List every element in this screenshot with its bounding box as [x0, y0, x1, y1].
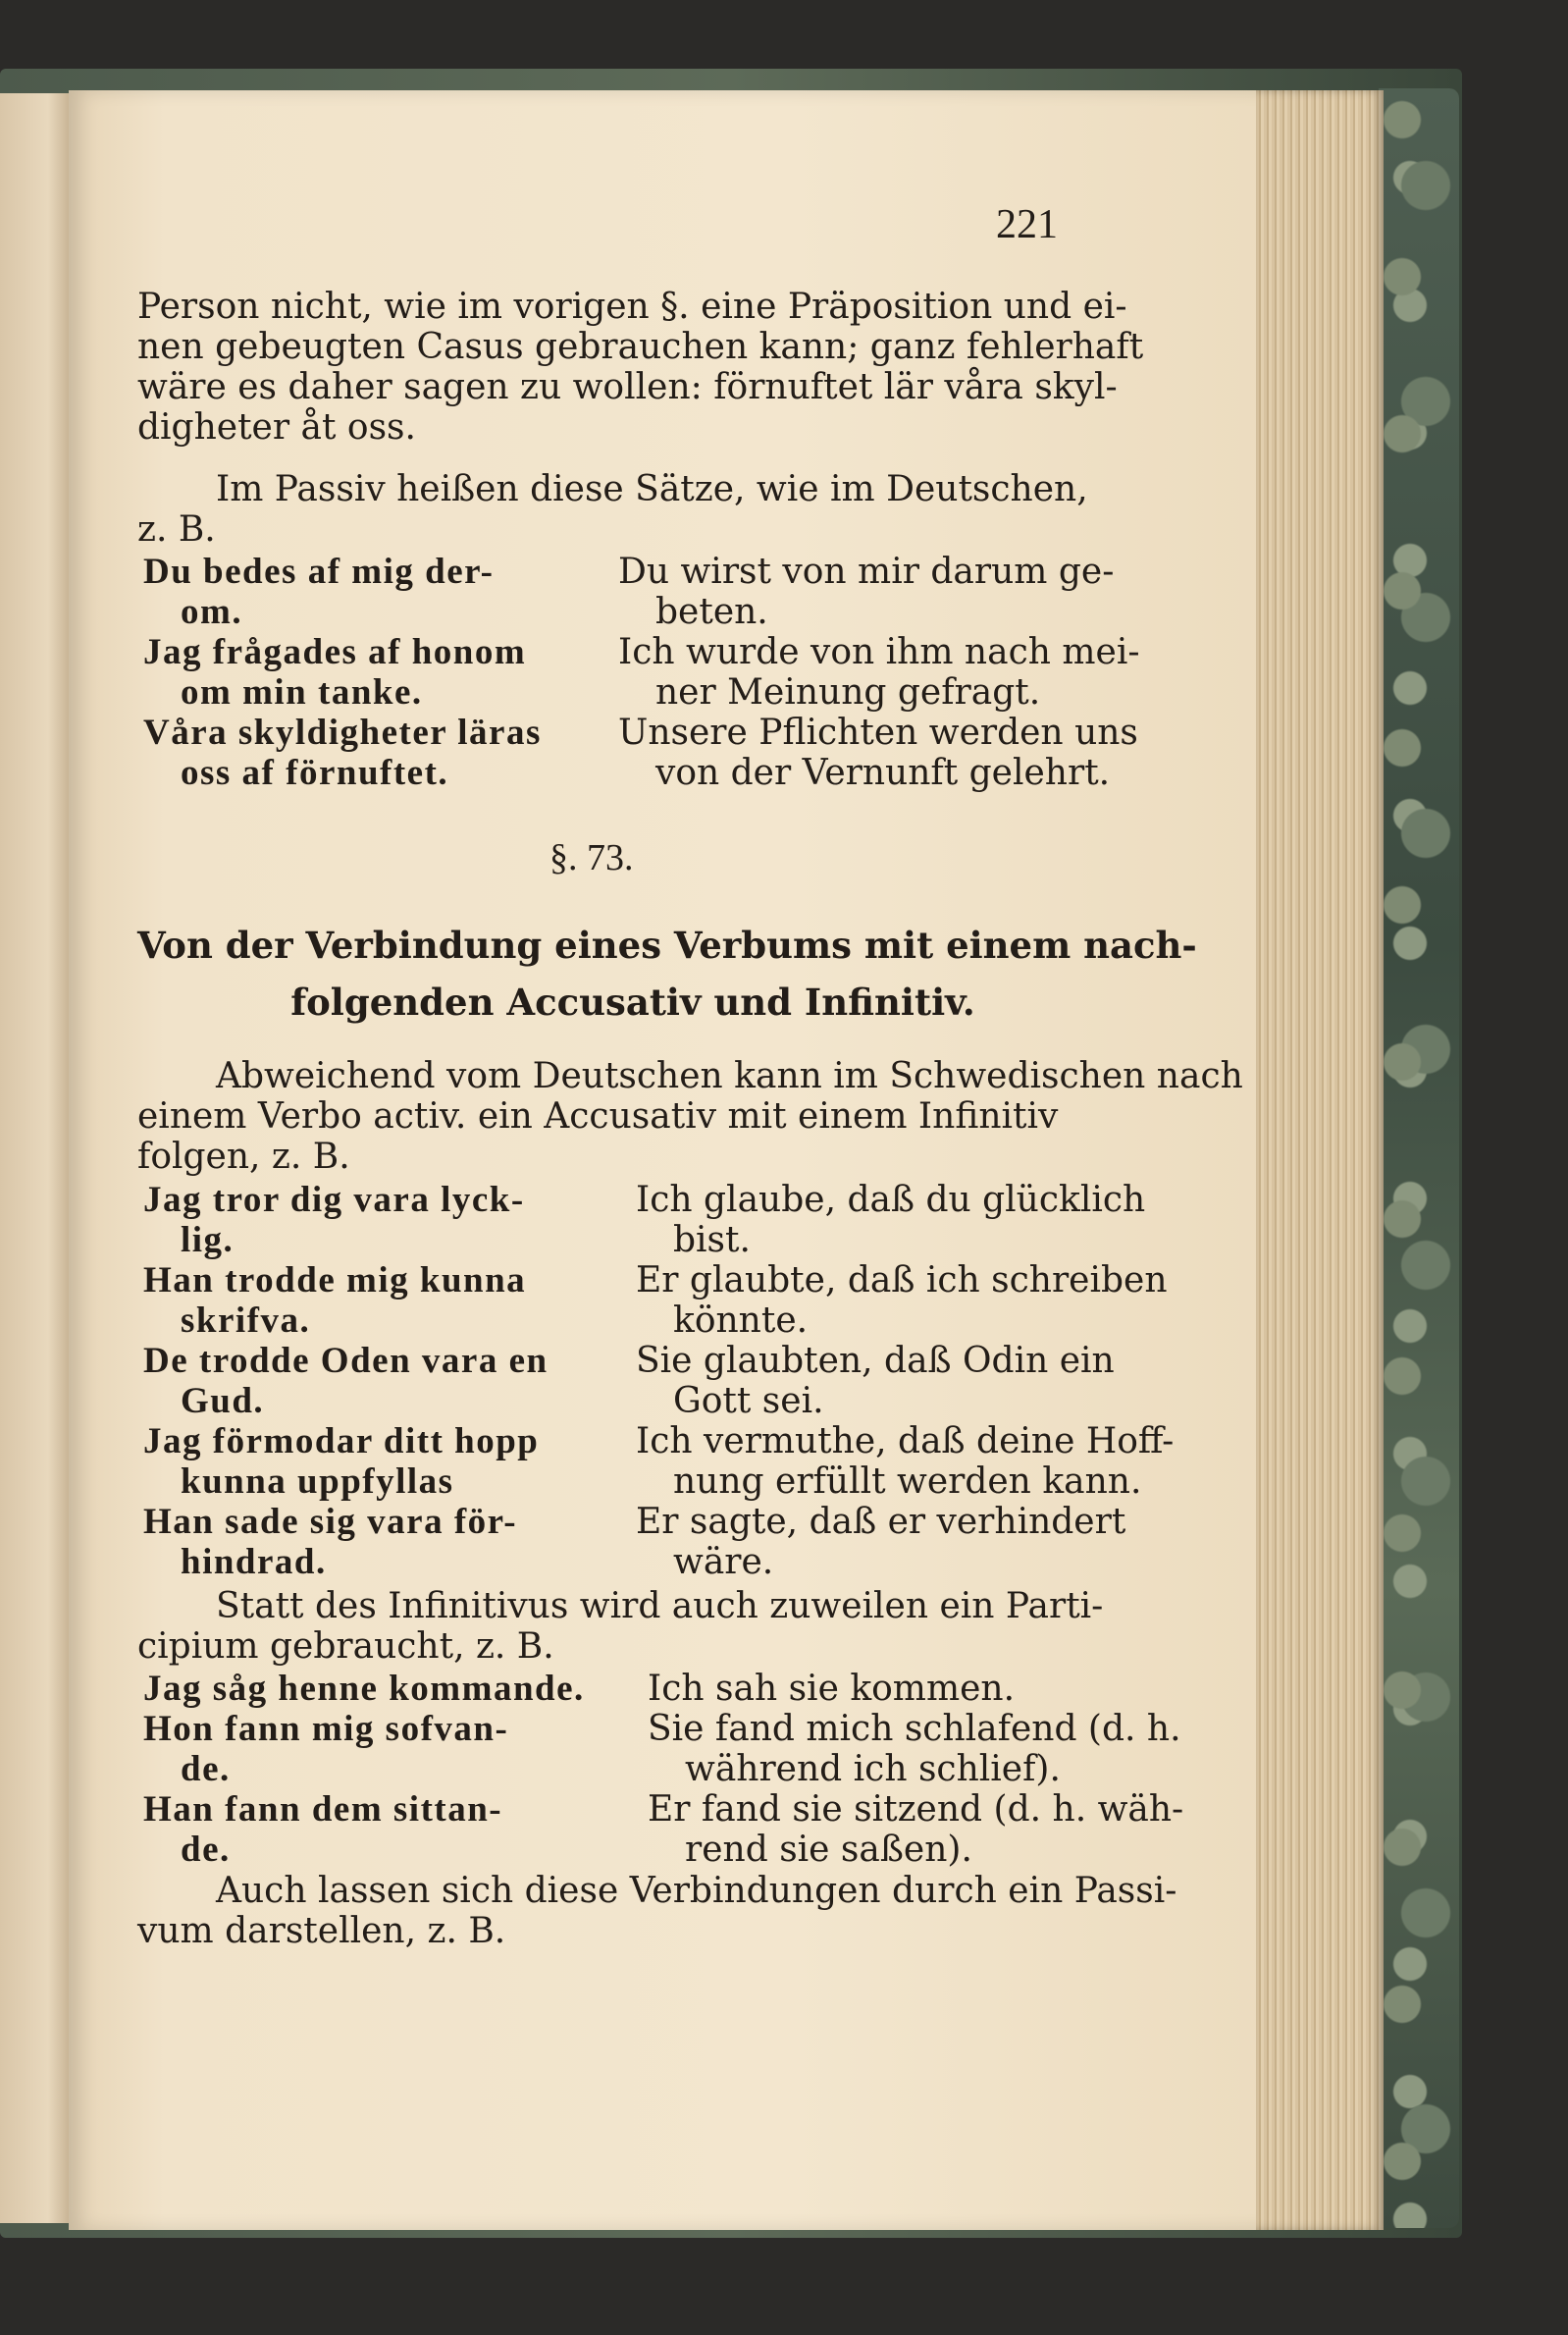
text-line: folgen, z. B.: [137, 1137, 350, 1177]
example-line: Jag förmodar ditt hopp: [143, 1421, 540, 1461]
text-line: cipium gebraucht, z. B.: [137, 1626, 554, 1667]
example-line: Ich sah sie kommen.: [648, 1669, 1016, 1709]
swedish-examples-3: [143, 1669, 604, 1870]
intro-paragraph: [137, 287, 1144, 448]
swedish-examples-1: [143, 552, 604, 793]
example-line: skrifva.: [181, 1300, 311, 1341]
page-edges: [1256, 90, 1384, 2230]
section-number: §. 73.: [549, 837, 634, 878]
text-line: einem Verbo activ. ein Accusativ mit einem Infinitiv: [137, 1096, 1059, 1137]
example-line: Er glaubte, daß ich schreiben: [636, 1260, 1168, 1300]
example-line: Du bedes af mig der-: [143, 552, 495, 592]
paragraph-4: [137, 1871, 1177, 1951]
example-line: De trodde Oden vara en: [143, 1341, 549, 1381]
text-line: Statt des Infinitivus wird auch zuweilen ein Parti-: [216, 1586, 1104, 1626]
example-line: Gott sei.: [673, 1381, 824, 1421]
example-line: von der Vernunft gelehrt.: [655, 753, 1111, 793]
text-line: nen gebeugten Casus gebrauchen kann; ganz fehlerhaft: [137, 327, 1144, 367]
example-line: oss af förnuftet.: [181, 753, 449, 793]
left-page-edge: [0, 93, 69, 2223]
example-line: bist.: [673, 1220, 751, 1260]
example-line: lig.: [181, 1220, 235, 1260]
text-line: Person nicht, wie im vorigen §. eine Präposition und ei-: [137, 287, 1127, 327]
text-line: Abweichend vom Deutschen kann im Schwedischen nach: [216, 1056, 1243, 1096]
example-line: Ich wurde von ihm nach mei-: [618, 632, 1140, 672]
paragraph-2: [137, 1056, 1243, 1177]
german-examples-3: [648, 1669, 1184, 1870]
text-line: Auch lassen sich diese Verbindungen durch ein Passi-: [216, 1871, 1177, 1911]
heading-line: folgenden Accusativ und Infinitiv.: [290, 981, 975, 1024]
german-examples-2: [636, 1180, 1175, 1582]
passive-intro: [137, 469, 1128, 550]
example-line: de.: [181, 1749, 231, 1789]
marbled-edge: [1379, 88, 1459, 2228]
example-line: Jag frågades af honom: [143, 632, 527, 672]
section-heading: [137, 917, 1197, 1031]
example-line: Han fann dem sittan-: [143, 1789, 503, 1830]
text-line: digheter åt oss.: [137, 407, 416, 448]
example-line: Unsere Pflichten werden uns: [618, 713, 1138, 753]
example-line: Han trodde mig kunna: [143, 1260, 527, 1300]
example-line: Våra skyldigheter läras: [143, 713, 542, 753]
example-line: Jag såg henne kommande.: [143, 1669, 585, 1709]
example-line: Er sagte, daß er verhindert: [636, 1502, 1126, 1542]
text-line: z. B.: [137, 509, 216, 550]
example-line: Ich glaube, daß du glücklich: [636, 1180, 1146, 1220]
example-line: Sie glaubten, daß Odin ein: [636, 1341, 1115, 1381]
text-line: vum darstellen, z. B.: [137, 1911, 506, 1951]
example-line: Er fand sie sitzend (d. h. wäh-: [648, 1789, 1184, 1830]
example-line: nung erfüllt werden kann.: [673, 1461, 1142, 1502]
example-line: kunna uppfyllas: [181, 1461, 454, 1502]
example-line: beten.: [655, 592, 768, 632]
example-line: rend sie saßen).: [685, 1830, 972, 1870]
example-line: om.: [181, 592, 243, 632]
example-line: Sie fand mich schlafend (d. h.: [648, 1709, 1181, 1749]
example-line: Ich vermuthe, daß deine Hoff-: [636, 1421, 1175, 1461]
german-examples-1: [618, 552, 1148, 793]
example-line: Du wirst von mir darum ge-: [618, 552, 1115, 592]
example-line: ner Meinung gefragt.: [655, 672, 1041, 713]
example-line: wäre.: [673, 1542, 774, 1582]
example-line: Han sade sig vara för-: [143, 1502, 518, 1542]
paragraph-3: [137, 1586, 1128, 1667]
example-line: Gud.: [181, 1381, 265, 1421]
example-line: Jag tror dig vara lyck-: [143, 1180, 525, 1220]
text-line: wäre es daher sagen zu wollen: förnuftet lär våra skyl-: [137, 367, 1118, 407]
example-line: könnte.: [673, 1300, 809, 1341]
example-line: Hon fann mig sofvan-: [143, 1709, 509, 1749]
example-line: hindrad.: [181, 1542, 327, 1582]
page-number: 221: [996, 202, 1058, 247]
example-line: während ich schlief).: [685, 1749, 1061, 1789]
heading-line: Von der Verbindung eines Verbums mit einem nach-: [137, 924, 1197, 967]
text-line: Im Passiv heißen diese Sätze, wie im Deutschen,: [216, 469, 1088, 509]
example-line: de.: [181, 1830, 231, 1870]
example-line: om min tanke.: [181, 672, 423, 713]
swedish-examples-2: [143, 1180, 604, 1582]
